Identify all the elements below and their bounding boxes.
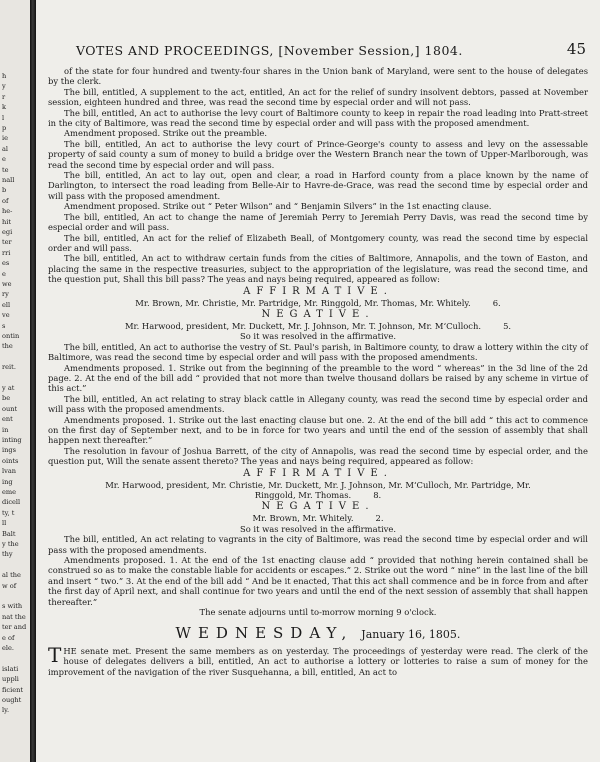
adjournment-line: The senate adjourns until to-morrow morning 9 o'clock. [199, 607, 437, 618]
negative-count: 5. [503, 320, 512, 331]
paragraph: The bill, entitled, An act relating to stray black cattle in Allegany county, was read the second time by especial order and will pass with the proposed amendments. [48, 393, 588, 415]
adjacent-page-fragment: rri [2, 248, 11, 257]
affirmative-names: Mr. Brown, Mr. Christie, Mr. Partridge, Mr. Ringgold, Mr. Thomas, Mr. Whitely. [135, 297, 471, 308]
negative-count: 2. [375, 513, 384, 524]
paragraph: The bill, entitled, An act to withdraw certain funds from the cities of Baltimore, Annapolis, and the town of Easton, and placing the same in the respective treasuries, subject to the appropriation of the legislature, was read the second time, and the question put, Shall this bill pass? The yeas and nays being required, appeared as follow: [48, 253, 588, 285]
page-content [48, 66, 588, 677]
adjacent-page-fragment: e of [2, 633, 15, 642]
adjacent-page-fragment: ty, t [2, 508, 15, 517]
paragraph: of the state for four hundred and twenty-four shares in the Union bank of Maryland, were sent to the house of delegates by the clerk. [48, 66, 588, 87]
adjacent-page-fragment: b [2, 186, 7, 195]
adjacent-page-fragment: es [2, 259, 10, 268]
adjacent-page-fragment: e [2, 155, 6, 164]
day-date: January 16, 1805. [361, 627, 461, 641]
paragraph: Amendments proposed. 1. Strike out from the beginning of the preamble to the word “ whereas” in the 3d line of the 2d page. 2. At the end of the bill add “ provided that not more than twelve thousand dollars be raised by any scheme in virtue of this act.” [48, 362, 588, 394]
adjacent-page-fragment: ing [2, 477, 13, 486]
adjacent-page-fragment: Balt [2, 529, 16, 538]
negative-names-row [48, 321, 588, 331]
paragraph: The bill, entitled, An act to authorise the vestry of St. Paul's parish, in Baltimore county, to draw a lottery within the city of Baltimore, was read the second time by especial order and will pass with the proposed amendments. [48, 341, 588, 363]
adjacent-page-fragment: nat the [2, 612, 26, 621]
adjacent-page-fragment: ings [2, 446, 16, 455]
adjacent-page-fragment: ie [2, 134, 9, 143]
paragraph: Amendment proposed. Strike out the preamble. [64, 128, 268, 139]
adjacent-page-fragment: he- [2, 207, 13, 216]
adjacent-page-fragment: y the [2, 540, 19, 548]
adjacent-page-fragment: k [2, 103, 6, 112]
adjacent-page-fragment: egi [2, 228, 13, 236]
paragraph: The bill, entitled, An act to authorise the levy court of Baltimore county to keep in repair the road leading into Pratt-street in the city of Baltimore, was read the second time by especial order and will pass with the proposed amendment. [48, 107, 588, 129]
running-title: VOTES AND PROCEEDINGS, [November Session,] 1804. [76, 43, 463, 58]
adjacent-page-fragment: be [2, 394, 11, 403]
vote-block-2 [48, 468, 588, 535]
vote-block-1 [48, 286, 588, 342]
affirmative-count: 6. [492, 297, 501, 308]
page-header [36, 40, 600, 62]
drop-cap: T [48, 642, 62, 667]
adjacent-page-fragment: lvan [2, 467, 17, 476]
adjacent-page-fragment: s [2, 321, 6, 330]
adjacent-page-fragment: ll [2, 519, 7, 528]
adjacent-page-fragment: ry [2, 290, 9, 299]
adjacent-page-fragment: the [2, 342, 13, 351]
paragraph: The bill, entitled, An act for the relief of Elizabeth Beall, of Montgomery county, was read the second time by especial order and will pass. [48, 232, 588, 253]
vote-result: So it was resolved in the affirmative. [239, 331, 397, 342]
adjacent-page-fragment: h [2, 72, 7, 80]
affirmative-count: 8. [373, 490, 382, 501]
adjacent-page-fragment: al [2, 144, 9, 153]
day-name: WEDNESDAY, [175, 623, 354, 642]
adjacent-page-fragment: te [2, 165, 9, 174]
affirmative-names-row [48, 490, 588, 500]
adjacent-page-fragment: al the [2, 571, 21, 580]
adjacent-page-fragment: ontin [2, 332, 20, 340]
paragraph: The bill, entitled, An act to change the name of Jeremiah Perry to Jeremiah Perry Davis, was read the second time by especial order and will pass. [48, 211, 588, 233]
adjacent-page-fragment: thy [2, 550, 13, 559]
paragraph-group-1 [48, 66, 588, 285]
adjacent-page-fragment: ter and [2, 623, 27, 632]
adjacent-page-fragment: y [2, 82, 6, 91]
adjacent-page-fragment: l [2, 113, 5, 122]
adjacent-page-strip [0, 0, 30, 762]
paragraph-group-2 [48, 342, 588, 467]
negative-heading: NEGATIVE. [261, 308, 375, 320]
adjacent-page-fragment: ly. [2, 706, 10, 715]
negative-heading: NEGATIVE. [261, 501, 375, 513]
adjacent-page-fragment: y at [2, 384, 15, 392]
adjacent-page-fragment: oints [2, 456, 19, 465]
paragraph: Amendments proposed. 1. Strike out the last enacting clause but one. 2. At the end of the bill add “ this act to commence on the first day of September next, and to be in force for two years and until the end of the session of assembly that shall happen next thereafter.” [48, 414, 588, 446]
adjacent-page-fragment: ficient [2, 685, 23, 694]
adjacent-page-fragment: we [2, 280, 12, 288]
adjacent-page-fragment: dicell [2, 498, 21, 507]
adjacent-page-fragment: r [2, 92, 6, 101]
adjacent-page-fragment: nall [2, 176, 15, 184]
affirmative-heading: AFFIRMATIVE. [243, 467, 393, 479]
final-paragraph-text: HE senate met. Present the same members as on yesterday. The proceedings of yesterday were read. The clerk of the house of delegates delivers a bill, entitled, An act to authorise a lottery or lotteries to raise a sum of money for the improvement of the navigation of the river Susquehanna, a bill, entitled, An act to [48, 645, 588, 677]
paragraph: The bill, entitled, An act relating to vagrants in the city of Baltimore, was read the second time by especial order and will pass with the proposed amendments. [48, 534, 588, 555]
adjacent-page-fragment: ter [2, 238, 12, 247]
adjacent-page-fragment: hit [2, 217, 12, 226]
final-paragraph [48, 642, 588, 677]
adjacent-page-fragment: ele. [2, 644, 15, 652]
vote-result: So it was resolved in the affirmative. [239, 523, 397, 534]
adjacent-page-fragment: in [2, 425, 9, 434]
negative-names: Mr. Brown, Mr. Whitely. [252, 513, 354, 524]
adjacent-page-fragment: of [2, 196, 9, 205]
paragraph: The resolution in favour of Joshua Barrett, of the city of Annapolis, was read the second time by especial order, and the question put, Will the senate assent thereto? The yeas and nays being required, appeared as follow: [48, 445, 588, 467]
adjacent-page-fragment: ount [2, 404, 18, 413]
affirmative-heading: AFFIRMATIVE. [243, 285, 393, 297]
adjacent-page-fragment: w of [2, 581, 17, 590]
affirmative-names-continued: Ringgold, Mr. Thomas. [254, 490, 352, 501]
adjacent-page-fragment: p [2, 124, 7, 132]
adjacent-page-fragment: islati [2, 664, 19, 673]
adjacent-page-fragment: ell [2, 300, 11, 309]
affirmative-names: Mr. Harwood, president, Mr. Christie, Mr. Duckett, Mr. J. Johnson, Mr. M‘Culloch, Mr. Partridge, Mr. [105, 479, 531, 490]
paragraph-group-3 [48, 534, 588, 607]
adjacent-page-fragment: inting [2, 436, 22, 444]
paragraph: The bill, entitled, A supplement to the act, entitled, An act for the relief of sundry insolvent debtors, passed at November session, eighteen hundred and three, was read the second time by especial order and will not pass. [48, 86, 588, 108]
adjacent-page-fragment: ought [2, 696, 22, 704]
negative-names-row [48, 513, 588, 523]
paragraph: The bill, entitled, An act to lay out, open and clear, a road in Harford county from a place known by the name of Darlington, to intersect the road leading from Belle-Air to Havre-de-Grace, was read the second time by especial order and will pass with the proposed amendment. [48, 170, 588, 201]
adjacent-page-fragment: ent [2, 415, 13, 424]
paragraph: The bill, entitled, An act to authorise the levy court of Prince-George's county to assess and levy on the assessable property of said county a sum of money to build a bridge over the Western Branch near the town of Upper-Marlborough, was read the second time by especial order and will pass. [48, 138, 588, 170]
adjacent-page-fragment: reit. [2, 363, 16, 372]
document-page [36, 0, 600, 762]
paragraph: Amendment proposed. Strike out “ Peter Wilson” and “ Benjamin Silvers” in the 1st enacting clause. [64, 201, 492, 212]
adjacent-page-fragment: s with [2, 602, 23, 611]
paragraph: Amendments proposed. 1. At the end of the 1st enacting clause add “ provided that nothing herein contained shall be construed so as to make the constable liable for accidents or escapes.” 2. Strike out the word “ nine” in the last line of the bill and insert “ two.” 3. At the end of the bill add “ And be it enacted, That this act shall commence and be in force from and after the first day of April next, and shall continue for two years and until the end of the next session of assembly that shall happen thereafter.” [48, 555, 588, 607]
adjacent-page-fragment: e [2, 269, 6, 278]
page-number: 45 [566, 40, 586, 58]
affirmative-names-row [48, 298, 588, 308]
negative-names: Mr. Harwood, president, Mr. Duckett, Mr. J. Johnson, Mr. T. Johnson, Mr. M‘Culloch. [124, 320, 482, 331]
adjacent-page-fragment: uppli [2, 675, 19, 684]
adjacent-page-fragment: ve [2, 311, 10, 320]
day-heading [48, 623, 588, 642]
adjacent-page-fragment: eme [2, 488, 17, 496]
